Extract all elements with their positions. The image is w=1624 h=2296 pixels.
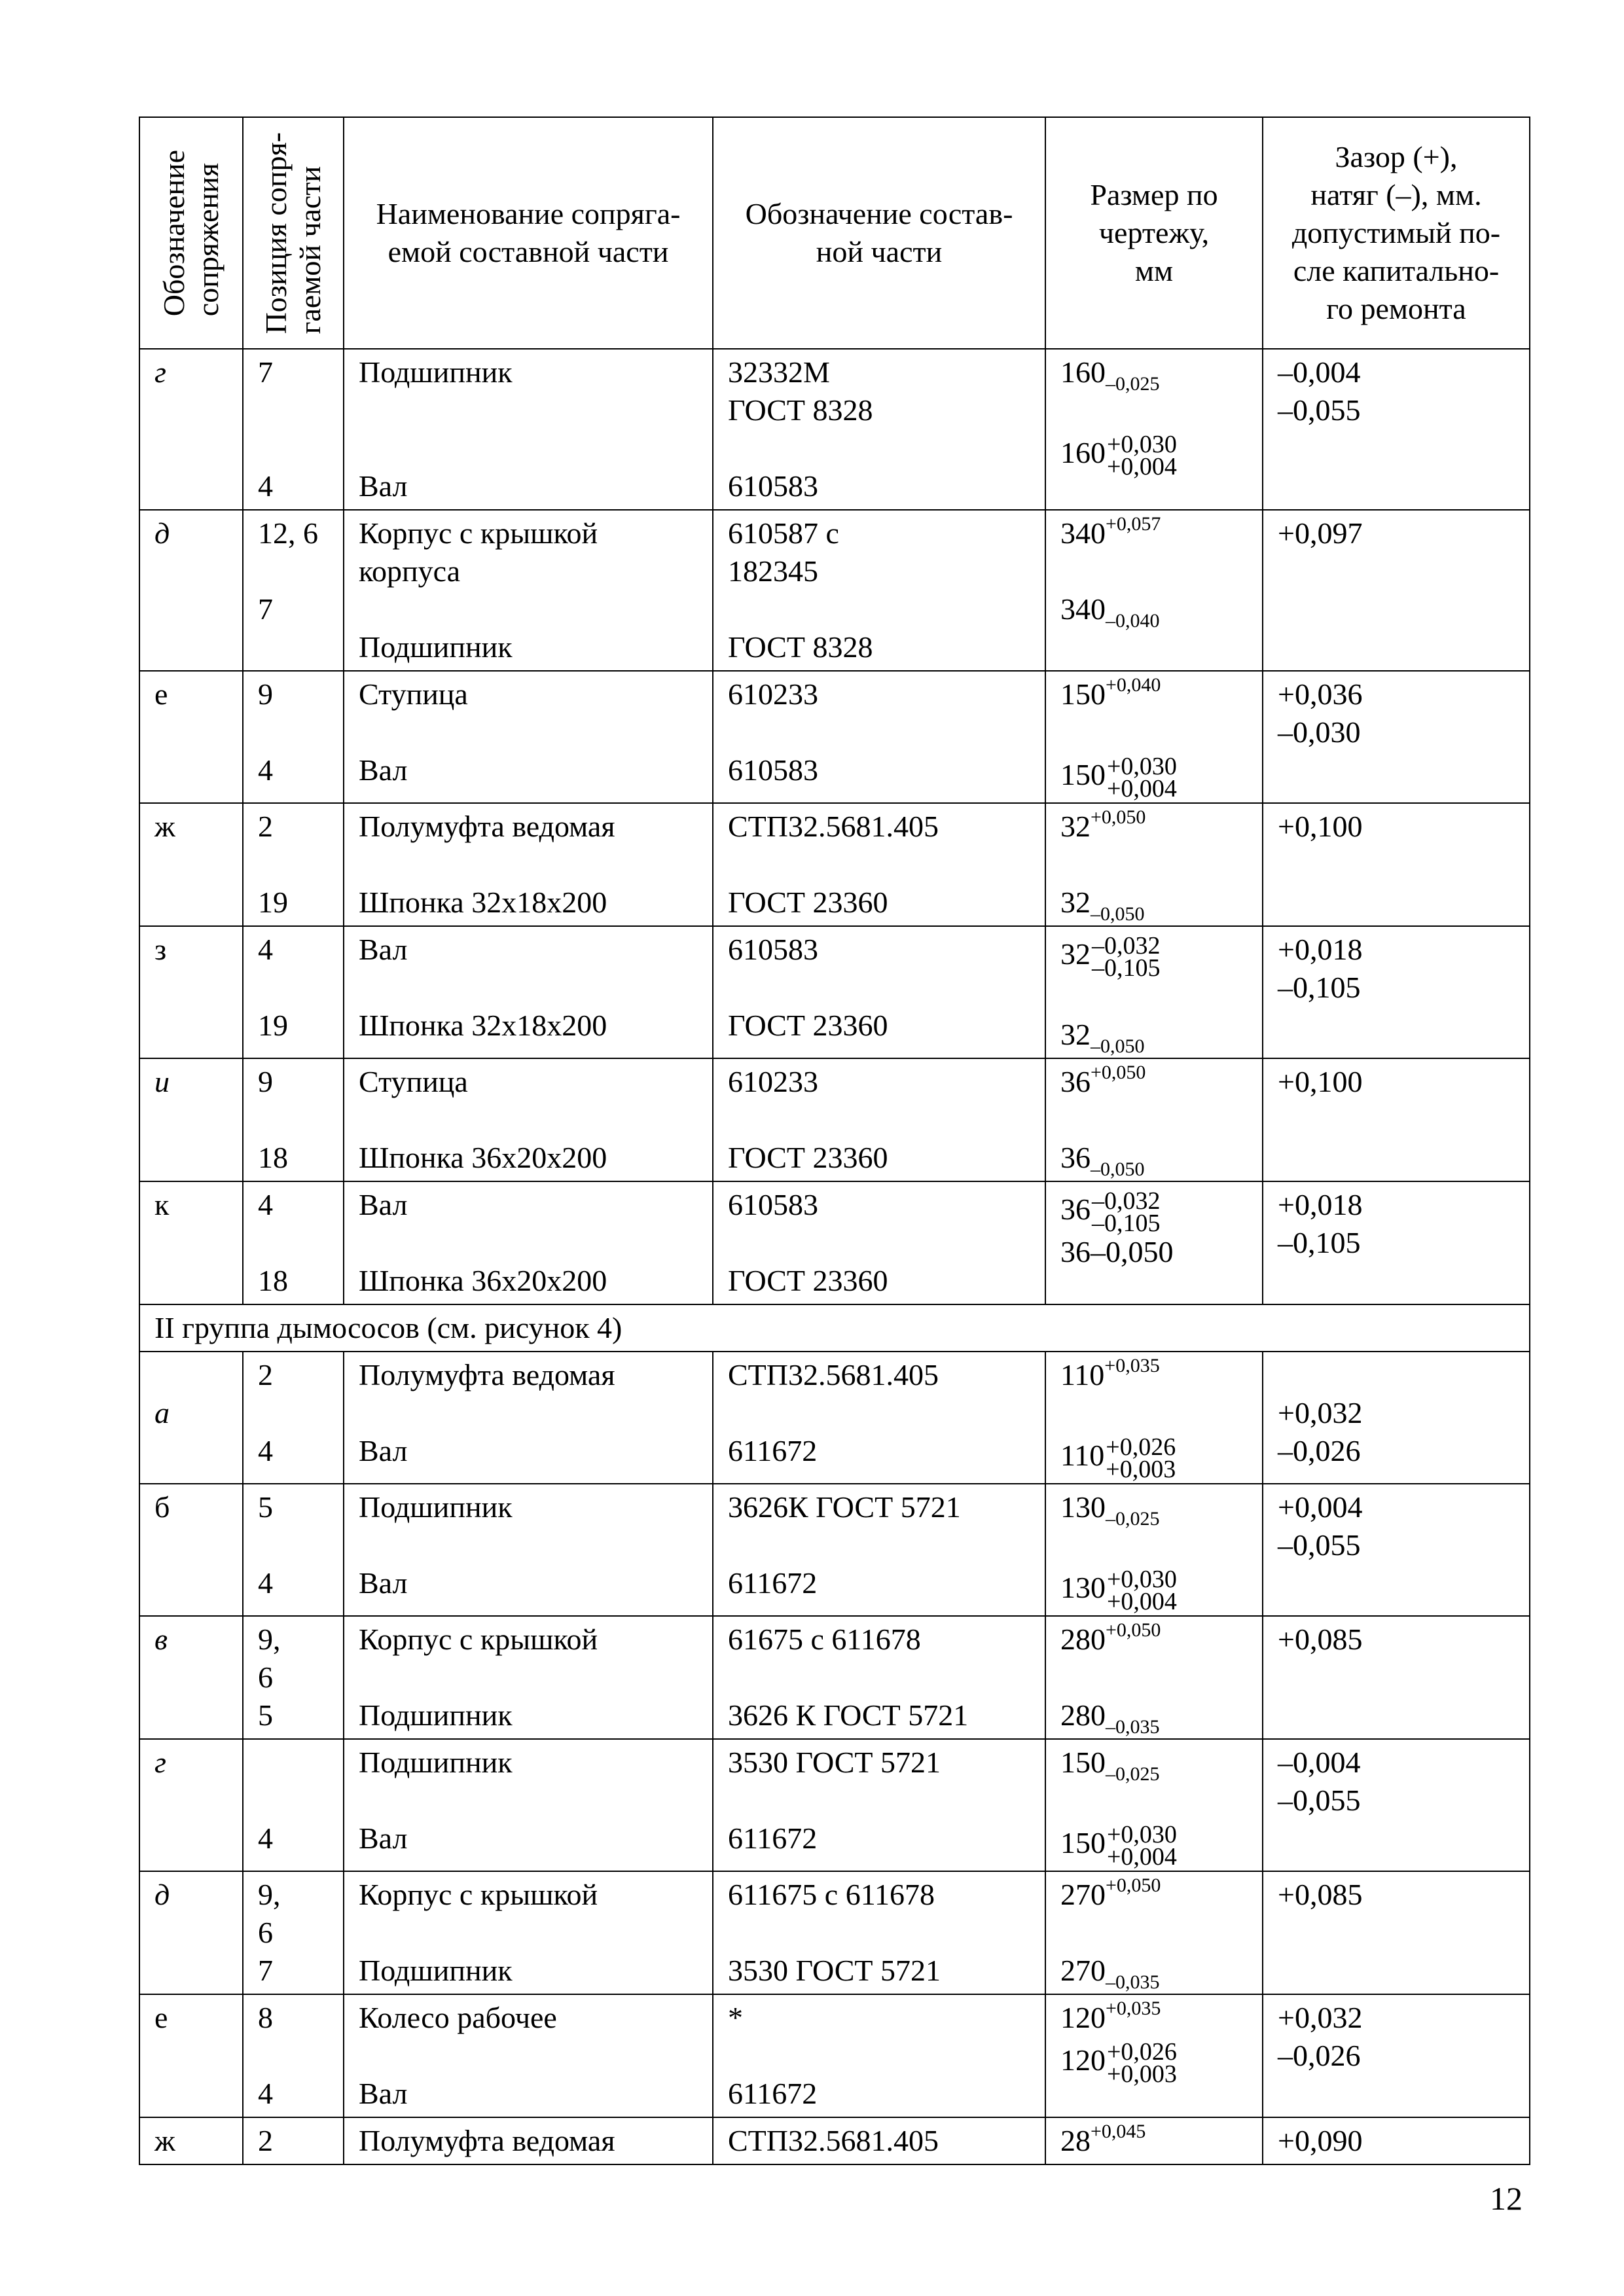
dim-nominal: 150	[1060, 1826, 1106, 1859]
header-drawing-size-label: Размер по чертежу, мм	[1090, 178, 1218, 287]
dim-spacer	[1060, 1526, 1248, 1564]
group-1-rows	[139, 349, 1530, 1304]
clearance-cell: +0,036 –0,030	[1263, 671, 1530, 803]
dimension	[1060, 1564, 1248, 1616]
dimension	[1060, 590, 1248, 632]
dim-spacer	[1060, 713, 1248, 751]
part-name-cell: Вал Шпонка 32х18х200	[344, 926, 713, 1058]
table-row	[139, 1484, 1530, 1616]
header-position	[243, 117, 344, 349]
part-code-cell: 32332М ГОСТ 8328 610583	[713, 349, 1045, 510]
position-cell: 8 4	[243, 1994, 344, 2117]
dim-nominal: 36	[1060, 1141, 1091, 1174]
part-code-cell: СТП32.5681.405 ГОСТ 23360	[713, 803, 1045, 926]
position-cell: 7 4	[243, 349, 344, 510]
dim-nominal: 36–0,050	[1060, 1235, 1174, 1268]
dim-upper-tolerance: +0,050	[1106, 1874, 1161, 1896]
fit-table	[139, 117, 1530, 2165]
designation-cell: д	[139, 1871, 243, 1994]
dim-spacer	[1060, 1101, 1248, 1139]
dim-lower-tolerance: –0,025	[1106, 1763, 1160, 1785]
dim-lower-tolerance: +0,004	[1107, 1843, 1177, 1871]
dimension	[1060, 1820, 1248, 1871]
dimension	[1060, 675, 1248, 713]
dim-lower-tolerance: +0,004	[1107, 453, 1177, 481]
dim-lower-tolerance: –0,050	[1091, 1035, 1145, 1058]
dim-lower-tolerance: +0,004	[1107, 1588, 1177, 1616]
dim-upper-tolerance: –0,032	[1092, 1187, 1161, 1215]
dim-nominal: 150	[1060, 758, 1106, 791]
drawing-size-cell	[1045, 1871, 1263, 1994]
dimension	[1060, 1876, 1248, 1914]
table-header	[139, 117, 1530, 349]
dim-upper-tolerance: +0,030	[1107, 753, 1177, 781]
dimension	[1060, 1186, 1248, 1238]
position-cell: 2	[243, 2117, 344, 2164]
dimension	[1060, 1696, 1248, 1738]
dim-tolerance-pair	[1107, 2038, 1177, 2089]
dim-nominal: 340	[1060, 592, 1106, 626]
dimension	[1060, 429, 1248, 481]
dimension	[1060, 931, 1248, 982]
dim-lower-tolerance: –0,105	[1092, 1210, 1161, 1238]
part-code-cell: 610233 610583	[713, 671, 1045, 803]
drawing-size-cell	[1045, 1994, 1263, 2117]
dim-tolerance-pair	[1107, 431, 1177, 481]
dimension	[1060, 1063, 1248, 1101]
clearance-cell: +0,085	[1263, 1616, 1530, 1739]
designation-cell: б	[139, 1484, 243, 1616]
header-designation	[139, 117, 243, 349]
header-designation-label: Обозначение сопряжения	[157, 149, 225, 317]
drawing-size-cell	[1045, 1484, 1263, 1616]
designation-cell: в	[139, 1616, 243, 1739]
table-row	[139, 349, 1530, 510]
dimension	[1060, 1432, 1248, 1484]
part-code-cell: 3626К ГОСТ 5721 611672	[713, 1484, 1045, 1616]
table-row	[139, 1739, 1530, 1871]
part-name-cell: Ступица Шпонка 36х20х200	[344, 1058, 713, 1181]
designation-cell: и	[139, 1058, 243, 1181]
part-code-cell: 3530 ГОСТ 5721 611672	[713, 1739, 1045, 1871]
dimension	[1060, 2122, 1248, 2160]
table-row	[139, 803, 1530, 926]
position-cell: 5 4	[243, 1484, 344, 1616]
designation-cell: д	[139, 510, 243, 671]
dim-tolerance-pair	[1107, 753, 1177, 803]
dim-spacer	[1060, 1659, 1248, 1696]
clearance-cell: +0,018 –0,105	[1263, 926, 1530, 1058]
dim-nominal: 36	[1060, 1065, 1091, 1098]
dimension	[1060, 2037, 1248, 2089]
dim-upper-tolerance: +0,035	[1104, 1354, 1160, 1376]
part-name-cell: Подшипник Вал	[344, 1739, 713, 1871]
dim-nominal: 110	[1060, 1358, 1105, 1391]
dim-upper-tolerance: +0,040	[1106, 673, 1161, 696]
designation-cell: ж	[139, 803, 243, 926]
dim-upper-tolerance: +0,045	[1091, 2120, 1146, 2142]
part-code-cell: СТП32.5681.405	[713, 2117, 1045, 2164]
table-row	[139, 510, 1530, 671]
part-code-cell: 610233 ГОСТ 23360	[713, 1058, 1045, 1181]
dim-nominal: 110	[1060, 1439, 1105, 1472]
position-cell: 9, 6 7	[243, 1871, 344, 1994]
dim-lower-tolerance: –0,105	[1092, 954, 1161, 982]
clearance-cell: +0,018 –0,105	[1263, 1181, 1530, 1304]
dimension	[1060, 808, 1248, 846]
drawing-size-cell	[1045, 1352, 1263, 1484]
dim-tolerance-pair	[1092, 932, 1161, 982]
header-part-name-label: Наименование сопряга- емой составной части	[376, 197, 681, 268]
clearance-cell: +0,032 –0,026	[1263, 1994, 1530, 2117]
position-cell: 2 19	[243, 803, 344, 926]
position-cell: 9 18	[243, 1058, 344, 1181]
dim-spacer	[1060, 552, 1248, 590]
header-clearance	[1263, 117, 1530, 349]
dim-spacer	[1060, 1782, 1248, 1820]
position-cell: 4 19	[243, 926, 344, 1058]
dim-nominal: 280	[1060, 1698, 1106, 1732]
dim-upper-tolerance: +0,026	[1107, 2038, 1177, 2066]
position-cell: 9, 6 5	[243, 1616, 344, 1739]
drawing-size-cell	[1045, 1181, 1263, 1304]
dim-lower-tolerance: +0,004	[1107, 775, 1177, 803]
dim-lower-tolerance: –0,035	[1106, 1716, 1160, 1738]
dim-nominal: 160	[1060, 355, 1106, 389]
clearance-cell: +0,097	[1263, 510, 1530, 671]
dimension	[1060, 353, 1248, 395]
part-name-cell: Полумуфта ведомая Шпонка 32х18х200	[344, 803, 713, 926]
group-2-rows	[139, 1352, 1530, 2164]
dim-nominal: 280	[1060, 1623, 1106, 1656]
dim-nominal: 120	[1060, 2043, 1106, 2077]
dimension	[1060, 1016, 1248, 1058]
dimension	[1060, 1356, 1248, 1394]
dim-spacer	[1060, 978, 1248, 1016]
dim-upper-tolerance: +0,030	[1107, 1566, 1177, 1594]
dim-tolerance-pair	[1107, 1821, 1177, 1871]
dim-lower-tolerance: –0,050	[1091, 1158, 1145, 1181]
part-name-cell: Полумуфта ведомая	[344, 2117, 713, 2164]
dim-nominal: 32	[1060, 886, 1091, 919]
drawing-size-cell	[1045, 926, 1263, 1058]
dim-nominal: 32	[1060, 1018, 1091, 1051]
position-cell: 9 4	[243, 671, 344, 803]
table-row	[139, 1181, 1530, 1304]
part-name-cell: Ступица Вал	[344, 671, 713, 803]
dim-nominal: 150	[1060, 677, 1106, 711]
table-row	[139, 926, 1530, 1058]
dimension	[1060, 884, 1248, 925]
position-cell: 12, 6 7	[243, 510, 344, 671]
clearance-cell: –0,004 –0,055	[1263, 349, 1530, 510]
dim-nominal: 36	[1060, 1193, 1091, 1226]
drawing-size-cell	[1045, 2117, 1263, 2164]
dim-upper-tolerance: +0,050	[1091, 1061, 1146, 1083]
dimension	[1060, 1999, 1248, 2037]
drawing-size-cell	[1045, 803, 1263, 926]
dim-spacer	[1060, 846, 1248, 884]
drawing-size-cell	[1045, 1739, 1263, 1871]
clearance-cell: –0,004 –0,055	[1263, 1739, 1530, 1871]
dimension	[1060, 1621, 1248, 1659]
designation-cell: е	[139, 1994, 243, 2117]
dim-spacer	[1060, 1914, 1248, 1952]
table-row	[139, 1616, 1530, 1739]
header-part-name	[344, 117, 713, 349]
dim-tolerance-pair	[1107, 1566, 1177, 1616]
dim-nominal: 130	[1060, 1490, 1106, 1524]
dim-nominal: 32	[1060, 810, 1091, 843]
table-row	[139, 1058, 1530, 1181]
dim-upper-tolerance: +0,035	[1106, 1997, 1161, 2019]
page-number: 12	[1490, 2180, 1523, 2217]
part-code-cell: 61675 с 611678 3626 К ГОСТ 5721	[713, 1616, 1045, 1739]
dim-nominal: 120	[1060, 2001, 1106, 2034]
dim-nominal: 130	[1060, 1571, 1106, 1604]
designation-cell: з	[139, 926, 243, 1058]
dim-upper-tolerance: +0,050	[1091, 806, 1146, 828]
header-position-label: Позиция сопря- гаемой части	[259, 132, 327, 334]
part-code-cell: * 611672	[713, 1994, 1045, 2117]
designation-cell: а	[139, 1352, 243, 1484]
clearance-cell: +0,004 –0,055	[1263, 1484, 1530, 1616]
table-row	[139, 1352, 1530, 1484]
dim-nominal: 160	[1060, 436, 1106, 469]
header-clearance-label: Зазор (+), натяг (–), мм. допустимый по- сле капитально- го ремонта	[1291, 140, 1501, 325]
header-drawing-size	[1045, 117, 1263, 349]
part-name-cell: Вал Шпонка 36х20х200	[344, 1181, 713, 1304]
clearance-cell: +0,100	[1263, 803, 1530, 926]
dim-tolerance-pair	[1092, 1187, 1161, 1238]
header-part-code-label: Обозначение состав- ной части	[745, 197, 1013, 268]
dim-lower-tolerance: –0,035	[1106, 1971, 1160, 1994]
dim-spacer	[1060, 1394, 1248, 1432]
part-name-cell: Подшипник Вал	[344, 1484, 713, 1616]
dim-lower-tolerance: –0,040	[1106, 610, 1160, 632]
dim-upper-tolerance: +0,026	[1106, 1433, 1176, 1462]
dim-lower-tolerance: +0,003	[1106, 1456, 1176, 1484]
position-cell: 2 4	[243, 1352, 344, 1484]
dimension	[1060, 514, 1248, 552]
clearance-cell: +0,100	[1263, 1058, 1530, 1181]
part-name-cell: Корпус с крышкой корпуса Подшипник	[344, 510, 713, 671]
drawing-size-cell	[1045, 510, 1263, 671]
dimension	[1060, 1488, 1248, 1530]
group-title: II группа дымососов (см. рисунок 4)	[139, 1304, 1530, 1352]
table-row	[139, 2117, 1530, 2164]
part-name-cell: Подшипник Вал	[344, 349, 713, 510]
part-name-cell: Колесо рабочее Вал	[344, 1994, 713, 2117]
clearance-cell: +0,032 –0,026	[1263, 1352, 1530, 1484]
dim-upper-tolerance: +0,030	[1107, 1821, 1177, 1849]
part-code-cell: 610583 ГОСТ 23360	[713, 1181, 1045, 1304]
dim-tolerance-pair	[1106, 1433, 1176, 1484]
group-2-heading	[139, 1304, 1530, 1352]
dim-nominal: 28	[1060, 2124, 1091, 2157]
dimension	[1060, 1139, 1248, 1181]
dimension	[1060, 1952, 1248, 1994]
dim-nominal: 32	[1060, 937, 1091, 971]
designation-cell: г	[139, 349, 243, 510]
part-code-cell: 610587 с 182345 ГОСТ 8328	[713, 510, 1045, 671]
dim-upper-tolerance: +0,030	[1107, 431, 1177, 459]
dim-lower-tolerance: –0,025	[1106, 1508, 1160, 1530]
designation-cell: ж	[139, 2117, 243, 2164]
part-code-cell: СТП32.5681.405 611672	[713, 1352, 1045, 1484]
dimension	[1060, 1744, 1248, 1785]
dim-upper-tolerance: –0,032	[1092, 932, 1161, 960]
dim-lower-tolerance: +0,003	[1107, 2060, 1177, 2089]
dimension	[1060, 751, 1248, 803]
designation-cell: к	[139, 1181, 243, 1304]
drawing-size-cell	[1045, 1058, 1263, 1181]
header-part-code	[713, 117, 1045, 349]
table-row	[139, 671, 1530, 803]
dim-upper-tolerance: +0,057	[1106, 512, 1161, 535]
table-row	[139, 1871, 1530, 1994]
dim-nominal: 270	[1060, 1954, 1106, 1987]
dim-nominal: 150	[1060, 1746, 1106, 1779]
designation-cell: е	[139, 671, 243, 803]
part-name-cell: Корпус с крышкой Подшипник	[344, 1871, 713, 1994]
dim-nominal: 340	[1060, 516, 1106, 550]
part-code-cell: 610583 ГОСТ 23360	[713, 926, 1045, 1058]
dim-lower-tolerance: –0,025	[1106, 373, 1160, 395]
dim-upper-tolerance: +0,050	[1106, 1619, 1161, 1641]
dim-spacer	[1060, 391, 1248, 429]
dimension	[1060, 1233, 1248, 1271]
drawing-size-cell	[1045, 1616, 1263, 1739]
drawing-size-cell	[1045, 349, 1263, 510]
position-cell: 4 18	[243, 1181, 344, 1304]
part-name-cell: Корпус с крышкой Подшипник	[344, 1616, 713, 1739]
table-row	[139, 1994, 1530, 2117]
dim-nominal: 270	[1060, 1878, 1106, 1911]
clearance-cell: +0,085	[1263, 1871, 1530, 1994]
part-name-cell: Полумуфта ведомая Вал	[344, 1352, 713, 1484]
part-code-cell: 611675 с 611678 3530 ГОСТ 5721	[713, 1871, 1045, 1994]
dim-lower-tolerance: –0,050	[1091, 903, 1145, 925]
designation-cell: г	[139, 1739, 243, 1871]
drawing-size-cell	[1045, 671, 1263, 803]
position-cell: 4	[243, 1739, 344, 1871]
clearance-cell: +0,090	[1263, 2117, 1530, 2164]
